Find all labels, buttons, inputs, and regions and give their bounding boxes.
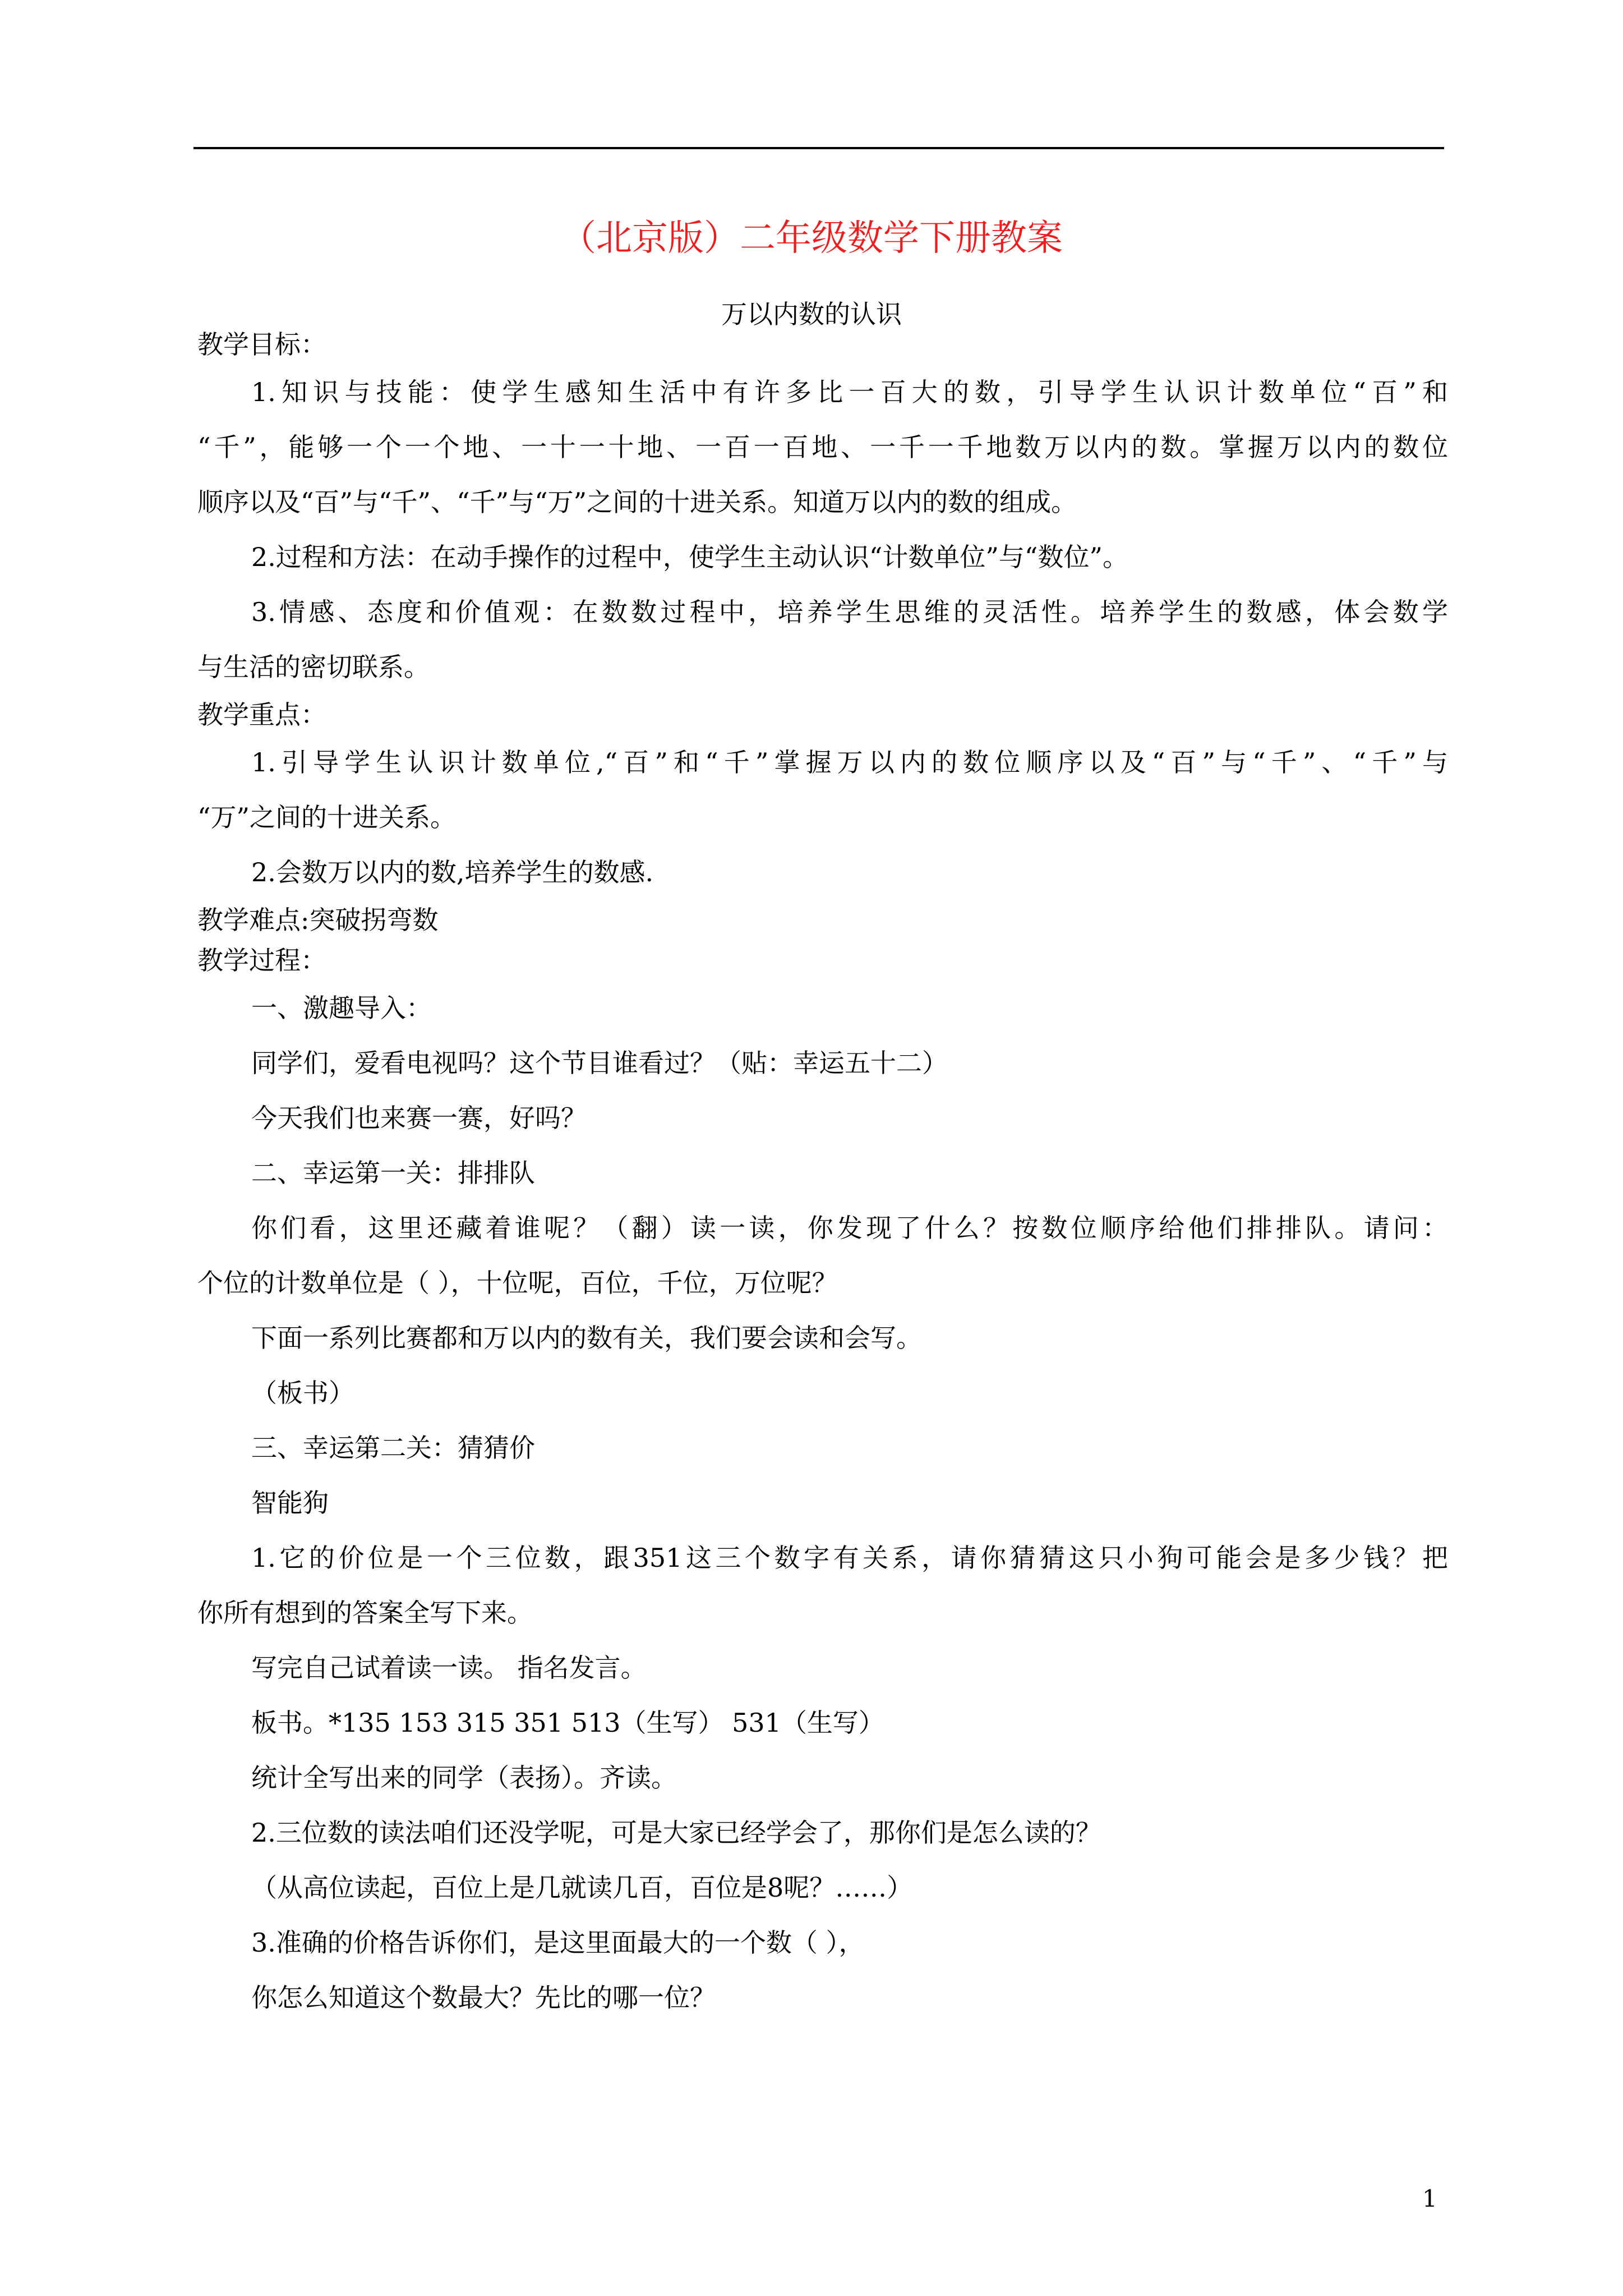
paragraph-line: 1.它的价位是一个三位数，跟351这三个数字有关系，请你猜猜这只小狗可能会是多少钱？把	[251, 1543, 1448, 1573]
paragraph-line: 今天我们也来赛一赛，好吗？	[251, 1103, 587, 1133]
paragraph-line: 写完自己试着读一读。 指名发言。	[251, 1653, 647, 1683]
section-heading-objectives: 教学目标：	[197, 329, 326, 360]
paragraph-line: 2.会数万以内的数,培养学生的数感.	[251, 857, 654, 887]
paragraph-line: 1.引导学生认识计数单位,“百”和“千”掌握万以内的数位顺序以及“百”与“千”、“千”与	[251, 747, 1448, 777]
paragraph-line: 2.过程和方法：在动手操作的过程中，使学生主动认识“计数单位”与“数位”。	[251, 542, 1128, 572]
paragraph-line: 你们看，这里还藏着谁呢？（翻）读一读，你发现了什么？按数位顺序给他们排排队。请问：	[251, 1213, 1448, 1243]
paragraph-line: 下面一系列比赛都和万以内的数有关，我们要会读和会写。	[251, 1323, 922, 1353]
page-number: 1	[1422, 2185, 1437, 2212]
paragraph-line: 你所有想到的答案全写下来。	[197, 1598, 533, 1628]
section-heading-difficulties: 教学难点:突破拐弯数	[197, 905, 439, 935]
document-title: （北京版）二年级数学下册教案	[560, 218, 1063, 259]
paragraph-line: 与生活的密切联系。	[197, 652, 430, 682]
paragraph-line: 2.三位数的读法咱们还没学呢，可是大家已经学会了，那你们是怎么读的？	[251, 1818, 1101, 1848]
paragraph-line: 3.情感、态度和价值观：在数数过程中，培养学生思维的灵活性。培养学生的数感，体会数学	[251, 597, 1448, 627]
document-body	[197, 324, 1448, 2025]
paragraph-line: 顺序以及“百”与“千”、“千”与“万”之间的十进关系。知道万以内的数的组成。	[197, 487, 1077, 517]
section-heading-key-points: 教学重点：	[197, 700, 326, 730]
section-heading-process: 教学过程：	[197, 945, 326, 976]
paragraph-line: “万”之间的十进关系。	[197, 802, 457, 832]
paragraph-line: 二、幸运第一关：排排队	[251, 1158, 535, 1188]
paragraph-line: 三、幸运第二关：猜猜价	[251, 1433, 535, 1463]
paragraph-line: （从高位读起，百位上是几就读几百，百位是8呢？……）	[251, 1872, 913, 1903]
paragraph-line: 个位的计数单位是（ ），十位呢，百位，千位，万位呢？	[197, 1268, 838, 1298]
paragraph-line: 统计全写出来的同学（表扬）。齐读。	[251, 1763, 677, 1793]
paragraph-line: 一、激趣导入：	[251, 993, 432, 1023]
paragraph-line: 板书。*135 153 315 351 513（生写） 531（生写）	[251, 1708, 884, 1738]
header-rule	[193, 147, 1444, 149]
paragraph-line: 智能狗	[251, 1488, 329, 1518]
paragraph-line: 你怎么知道这个数最大？先比的哪一位？	[251, 1982, 716, 2013]
paragraph-line: 同学们，爱看电视吗？这个节目谁看过？（贴：幸运五十二）	[251, 1048, 948, 1078]
paragraph-line: “千”，能够一个一个地、一十一十地、一百一百地、一千一千地数万以内的数。掌握万以内的数位	[197, 432, 1448, 462]
paragraph-line: 1.知识与技能：使学生感知生活中有许多比一百大的数，引导学生认识计数单位“百”和	[251, 377, 1448, 407]
paragraph-line: （板书）	[251, 1378, 354, 1408]
document-subtitle: 万以内数的认识	[721, 299, 902, 329]
paragraph-line: 3.准确的价格告诉你们，是这里面最大的一个数（ ），	[251, 1927, 865, 1958]
